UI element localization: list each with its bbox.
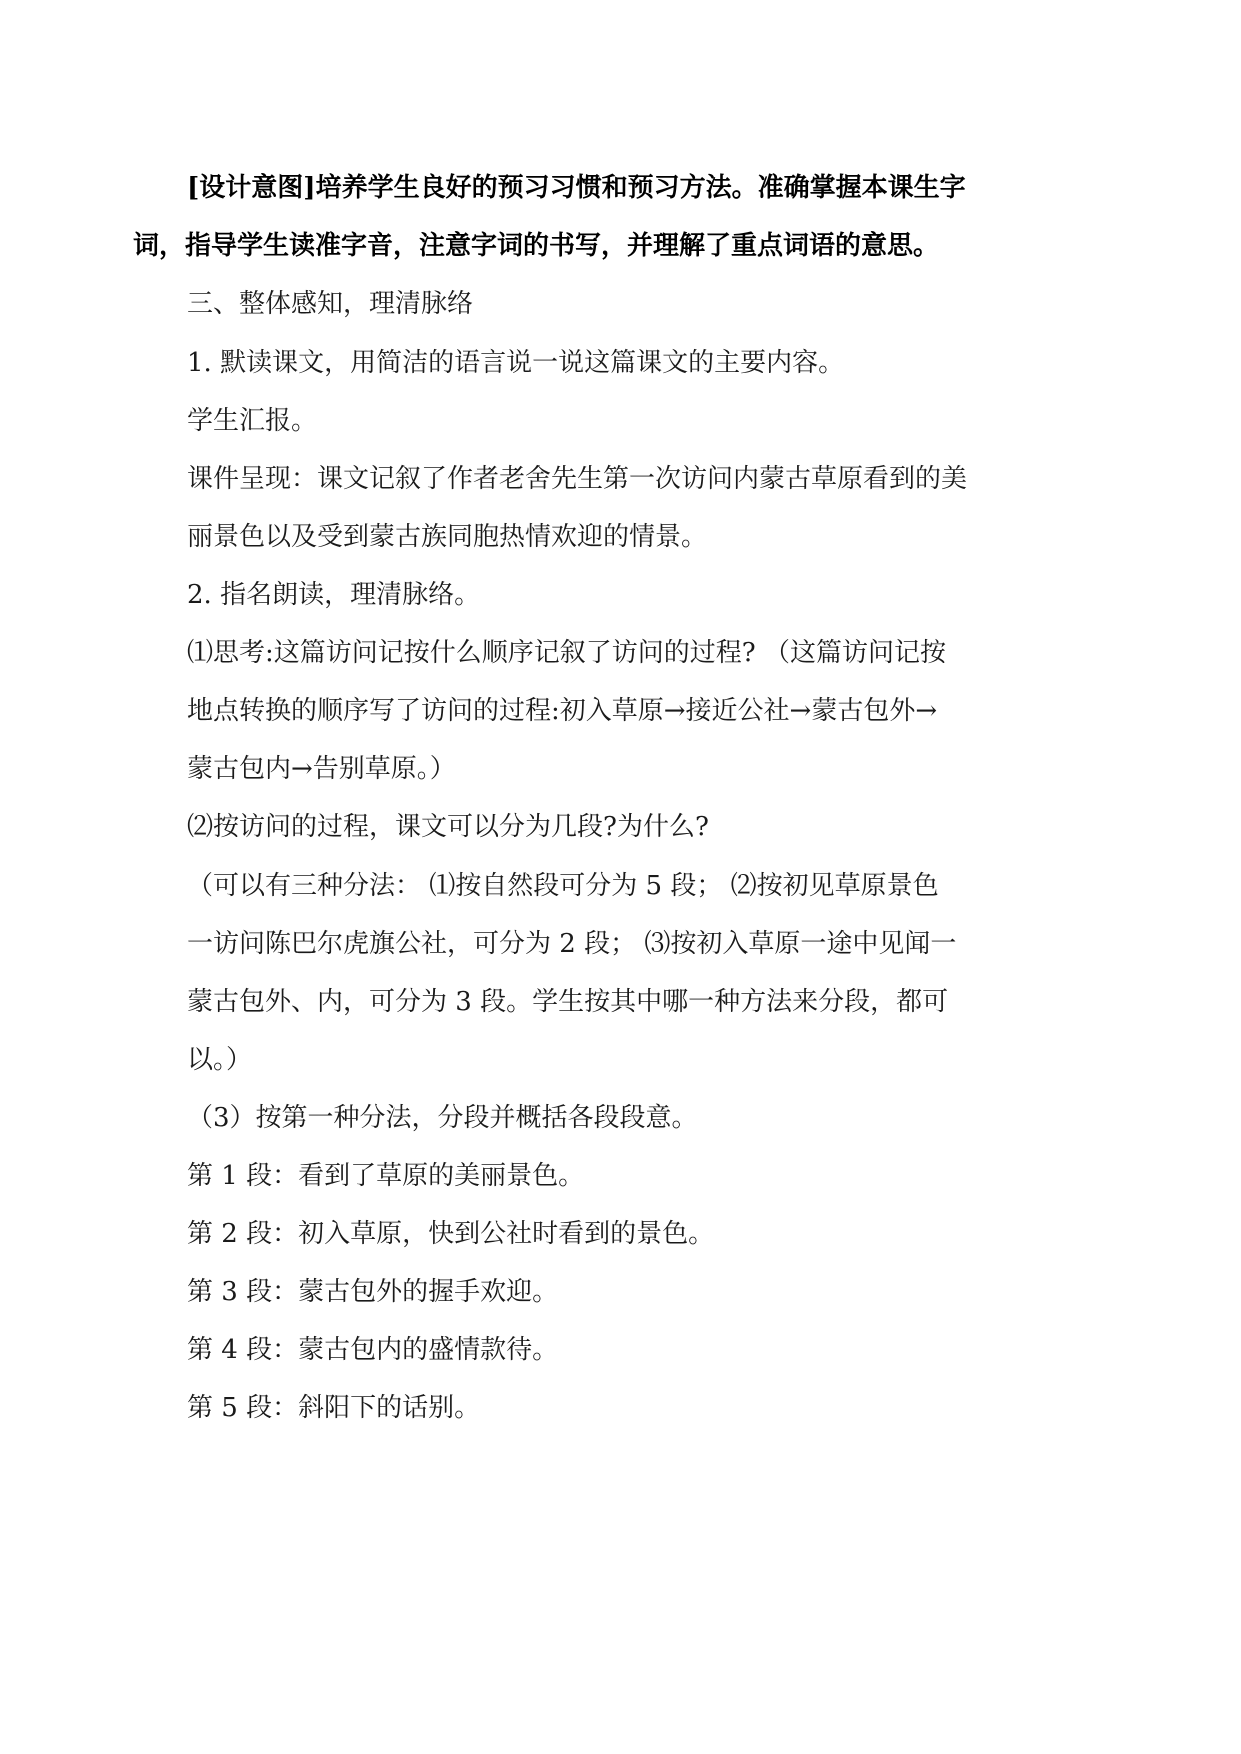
question-1-line-3: 蒙古包内→告别草原。）	[187, 754, 456, 784]
courseware-line-1: 课件呈现：课文记叙了作者老舍先生第一次访问内蒙古草原看到的美	[187, 464, 968, 494]
item-2: 2. 指名朗读，理清脉络。	[187, 580, 481, 610]
paragraph-summary-2: 第 2 段：初入草原，快到公社时看到的景色。	[187, 1219, 715, 1249]
paragraph-summary-3: 第 3 段：蒙古包外的握手欢迎。	[187, 1277, 559, 1307]
item-1: 1. 默读课文，用简洁的语言说一说这篇课文的主要内容。	[187, 348, 845, 378]
courseware-line-2: 丽景色以及受到蒙古族同胞热情欢迎的情景。	[187, 522, 708, 552]
methods-line-2: 一访问陈巴尔虎旗公社，可分为 2 段； ⑶按初入草原一途中见闻一	[187, 929, 957, 959]
methods-line-3: 蒙古包外、内，可分为 3 段。学生按其中哪一种方法来分段，都可	[187, 987, 949, 1017]
question-1-line-1: ⑴思考:这篇访问记按什么顺序记叙了访问的过程? （这篇访问记按	[187, 638, 946, 668]
paragraph-summary-1: 第 1 段：看到了草原的美丽景色。	[187, 1161, 585, 1191]
student-report: 学生汇报。	[187, 406, 318, 436]
paragraph-summary-4: 第 4 段：蒙古包内的盛情款待。	[187, 1335, 559, 1365]
question-1-line-2: 地点转换的顺序写了访问的过程:初入草原→接近公社→蒙古包外→	[187, 696, 938, 726]
methods-line-4: 以。）	[187, 1045, 253, 1075]
paragraph-summary-5: 第 5 段：斜阳下的话别。	[187, 1393, 481, 1423]
design-intent-line-1: [设计意图]培养学生良好的预习习惯和预习方法。准确掌握本课生字	[187, 173, 966, 203]
question-2: ⑵按访问的过程，课文可以分为几段?为什么?	[187, 812, 709, 842]
methods-line-1: （可以有三种分法： ⑴按自然段可分为 5 段； ⑵按初见草原景色	[187, 871, 939, 901]
design-intent-line-2: 词，指导学生读准字音，注意字词的书写，并理解了重点词语的意思。	[133, 231, 940, 261]
question-3: （3）按第一种分法，分段并概括各段段意。	[187, 1103, 698, 1133]
section-heading: 三、整体感知，理清脉络	[187, 289, 474, 319]
